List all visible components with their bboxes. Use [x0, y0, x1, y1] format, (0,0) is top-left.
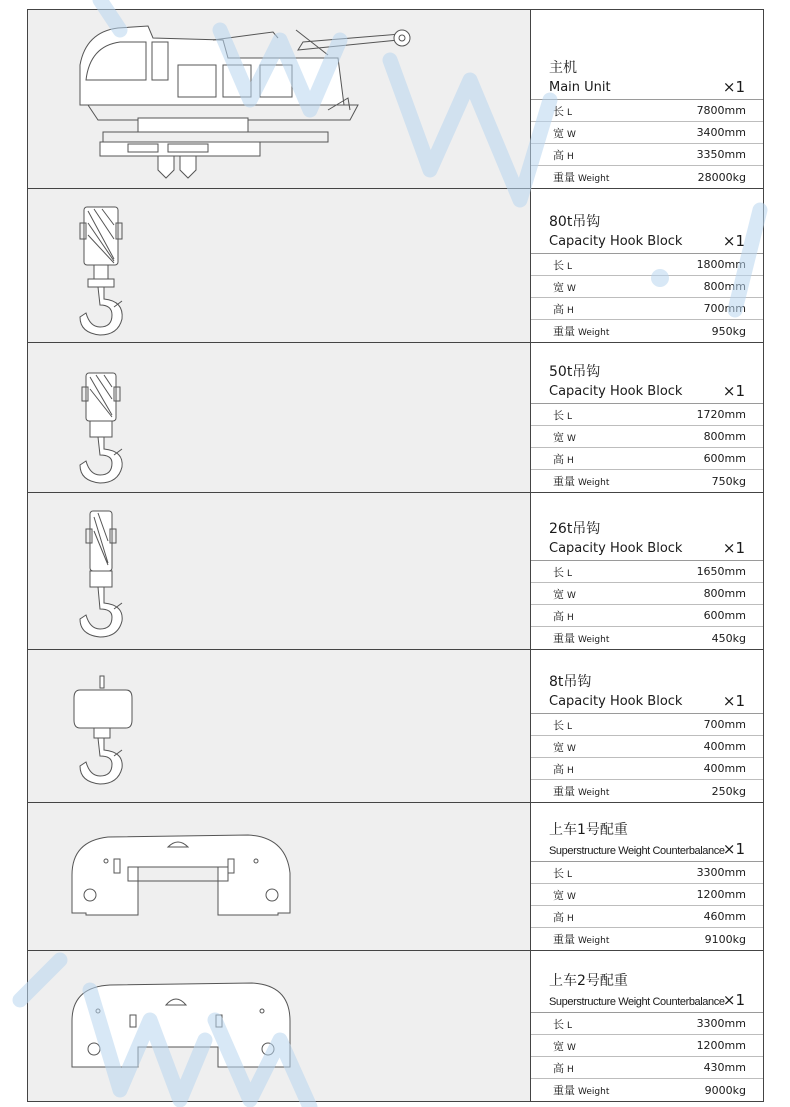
- spec-label: 长: [553, 408, 564, 422]
- item-quantity: ×1: [722, 78, 745, 96]
- hook-80t-drawing: [28, 189, 531, 342]
- spec-value: 430mm: [703, 1061, 746, 1074]
- hook-26t-specs: [531, 493, 763, 649]
- item-name-zh: 50t吊钩: [549, 364, 601, 380]
- hook-block-8t-icon: [74, 676, 132, 784]
- spec-label: 宽: [553, 1039, 564, 1053]
- item-row-80t-hook: [28, 189, 763, 343]
- hook-8t-specs: [531, 650, 763, 802]
- counterweight-2-icon: [72, 983, 290, 1067]
- spec-label: 高: [553, 148, 564, 162]
- spec-label: 长: [553, 866, 564, 880]
- spec-unit: W: [567, 743, 576, 754]
- spec-unit: L: [567, 261, 573, 272]
- item-name-zh: 80t吊钩: [549, 214, 601, 230]
- item-quantity: ×1: [722, 382, 745, 400]
- spec-label: 长: [553, 565, 564, 579]
- spec-unit: L: [567, 411, 573, 422]
- spec-length: [531, 862, 763, 884]
- counterweight-1-drawing: [28, 803, 531, 950]
- counterweight-1-icon: [72, 835, 290, 915]
- spec-weight: [531, 928, 763, 950]
- spec-unit: H: [567, 151, 574, 162]
- hook-50t-specs: [531, 343, 763, 492]
- spec-width: [531, 1035, 763, 1057]
- item-quantity: ×1: [722, 232, 745, 250]
- item-row-50t-hook: [28, 343, 763, 493]
- spec-label: 长: [553, 718, 564, 732]
- spec-label: 宽: [553, 126, 564, 140]
- spec-value: 3300mm: [696, 1017, 746, 1030]
- spec-unit: Weight: [578, 936, 610, 946]
- spec-unit: H: [567, 1064, 574, 1075]
- counterweight-1-specs: [531, 803, 763, 950]
- spec-width: [531, 122, 763, 144]
- spec-height: [531, 1057, 763, 1079]
- spec-unit: H: [567, 765, 574, 776]
- spec-height: [531, 758, 763, 780]
- spec-height: [531, 144, 763, 166]
- spec-unit: W: [567, 283, 576, 294]
- spec-length: [531, 561, 763, 583]
- spec-length: [531, 100, 763, 122]
- spec-value: 28000kg: [697, 170, 746, 184]
- spec-weight: [531, 1079, 763, 1101]
- hook-block-80t-icon: [80, 207, 122, 335]
- spec-height: [531, 605, 763, 627]
- transport-spec-sheet: [27, 9, 764, 1102]
- spec-value: 700mm: [703, 718, 746, 731]
- hook-50t-drawing: [28, 343, 531, 492]
- spec-value: 400mm: [703, 762, 746, 775]
- spec-label: 高: [553, 302, 564, 316]
- hook-26t-drawing: [28, 493, 531, 649]
- spec-weight: [531, 470, 763, 492]
- spec-unit: L: [567, 721, 573, 732]
- spec-value: 3400mm: [696, 126, 746, 139]
- spec-label: 高: [553, 452, 564, 466]
- spec-unit: H: [567, 612, 574, 623]
- item-row-8t-hook: [28, 650, 763, 803]
- spec-label: 宽: [553, 587, 564, 601]
- main-unit-drawing: [28, 10, 531, 188]
- spec-value: 950kg: [711, 324, 746, 338]
- spec-label: 重量: [553, 933, 575, 946]
- spec-weight: [531, 320, 763, 342]
- item-header: [531, 189, 763, 254]
- spec-label: 宽: [553, 740, 564, 754]
- spec-value: 460mm: [703, 910, 746, 923]
- item-name-zh: 26t吊钩: [549, 521, 601, 537]
- spec-weight: [531, 627, 763, 649]
- crane-main-unit-icon: [80, 26, 410, 178]
- spec-unit: W: [567, 129, 576, 140]
- spec-value: 1720mm: [696, 408, 746, 421]
- spec-unit: H: [567, 305, 574, 316]
- spec-weight: [531, 166, 763, 188]
- spec-value: 400mm: [703, 740, 746, 753]
- hook-8t-drawing: [28, 650, 531, 802]
- spec-value: 9100kg: [704, 932, 746, 946]
- spec-value: 700mm: [703, 302, 746, 315]
- spec-width: [531, 583, 763, 605]
- spec-value: 1650mm: [696, 565, 746, 578]
- spec-label: 高: [553, 1061, 564, 1075]
- spec-length: [531, 1013, 763, 1035]
- item-name-en: Main Unit: [549, 80, 611, 95]
- spec-label: 长: [553, 104, 564, 118]
- item-name-en: Superstructure Weight Counterbalance: [549, 845, 725, 857]
- item-header: [531, 650, 763, 714]
- spec-unit: H: [567, 913, 574, 924]
- spec-length: [531, 404, 763, 426]
- spec-label: 重量: [553, 1084, 575, 1097]
- item-name-en: Superstructure Weight Counterbalance: [549, 996, 725, 1008]
- spec-label: 重量: [553, 632, 575, 645]
- spec-width: [531, 884, 763, 906]
- spec-value: 600mm: [703, 452, 746, 465]
- spec-width: [531, 426, 763, 448]
- spec-value: 800mm: [703, 587, 746, 600]
- spec-unit: L: [567, 1020, 573, 1031]
- spec-value: 600mm: [703, 609, 746, 622]
- item-name-zh: 8t吊钩: [549, 674, 592, 690]
- spec-unit: W: [567, 1042, 576, 1053]
- spec-unit: Weight: [578, 1087, 610, 1097]
- spec-unit: L: [567, 107, 573, 118]
- spec-label: 重量: [553, 325, 575, 338]
- spec-weight: [531, 780, 763, 802]
- item-name-en: Capacity Hook Block: [549, 694, 683, 709]
- spec-unit: L: [567, 568, 573, 579]
- spec-value: 3300mm: [696, 866, 746, 879]
- spec-label: 高: [553, 910, 564, 924]
- spec-length: [531, 714, 763, 736]
- spec-height: [531, 298, 763, 320]
- item-row-counterweight-2: [28, 951, 763, 1102]
- item-name-zh: 上车1号配重: [549, 822, 628, 838]
- item-quantity: ×1: [722, 991, 745, 1009]
- spec-unit: W: [567, 891, 576, 902]
- spec-value: 750kg: [711, 474, 746, 488]
- spec-label: 重量: [553, 171, 575, 184]
- item-row-counterweight-1: [28, 803, 763, 951]
- item-header: [531, 343, 763, 404]
- spec-value: 7800mm: [696, 104, 746, 117]
- item-name-en: Capacity Hook Block: [549, 384, 683, 399]
- item-header: [531, 951, 763, 1013]
- item-quantity: ×1: [722, 840, 745, 858]
- spec-label: 高: [553, 762, 564, 776]
- counterweight-2-specs: [531, 951, 763, 1101]
- spec-label: 长: [553, 258, 564, 272]
- spec-unit: H: [567, 455, 574, 466]
- main-unit-specs: [531, 10, 763, 188]
- spec-value: 800mm: [703, 280, 746, 293]
- item-name-zh: 上车2号配重: [549, 973, 628, 989]
- spec-value: 1200mm: [696, 888, 746, 901]
- spec-unit: W: [567, 433, 576, 444]
- item-name-en: Capacity Hook Block: [549, 234, 683, 249]
- spec-value: 9000kg: [704, 1083, 746, 1097]
- spec-value: 1800mm: [696, 258, 746, 271]
- spec-label: 宽: [553, 888, 564, 902]
- spec-unit: Weight: [578, 788, 610, 798]
- spec-label: 重量: [553, 475, 575, 488]
- hook-block-50t-icon: [80, 373, 122, 483]
- spec-label: 高: [553, 609, 564, 623]
- spec-unit: Weight: [578, 328, 610, 338]
- spec-label: 长: [553, 1017, 564, 1031]
- item-quantity: ×1: [722, 539, 745, 557]
- spec-height: [531, 906, 763, 928]
- spec-height: [531, 448, 763, 470]
- counterweight-2-drawing: [28, 951, 531, 1101]
- spec-label: 重量: [553, 785, 575, 798]
- spec-length: [531, 254, 763, 276]
- spec-unit: Weight: [578, 635, 610, 645]
- spec-value: 800mm: [703, 430, 746, 443]
- spec-unit: Weight: [578, 174, 610, 184]
- spec-value: 3350mm: [696, 148, 746, 161]
- spec-unit: L: [567, 869, 573, 880]
- item-header: [531, 10, 763, 100]
- spec-width: [531, 736, 763, 758]
- item-row-main-unit: [28, 10, 763, 189]
- item-name-zh: 主机: [549, 60, 577, 76]
- item-header: [531, 493, 763, 561]
- spec-label: 宽: [553, 430, 564, 444]
- spec-label: 宽: [553, 280, 564, 294]
- spec-value: 1200mm: [696, 1039, 746, 1052]
- spec-unit: W: [567, 590, 576, 601]
- spec-unit: Weight: [578, 478, 610, 488]
- spec-value: 250kg: [711, 784, 746, 798]
- spec-value: 450kg: [711, 631, 746, 645]
- hook-80t-specs: [531, 189, 763, 342]
- item-quantity: ×1: [722, 692, 745, 710]
- item-row-26t-hook: [28, 493, 763, 650]
- item-header: [531, 803, 763, 862]
- hook-block-26t-icon: [80, 511, 122, 637]
- spec-width: [531, 276, 763, 298]
- item-name-en: Capacity Hook Block: [549, 541, 683, 556]
